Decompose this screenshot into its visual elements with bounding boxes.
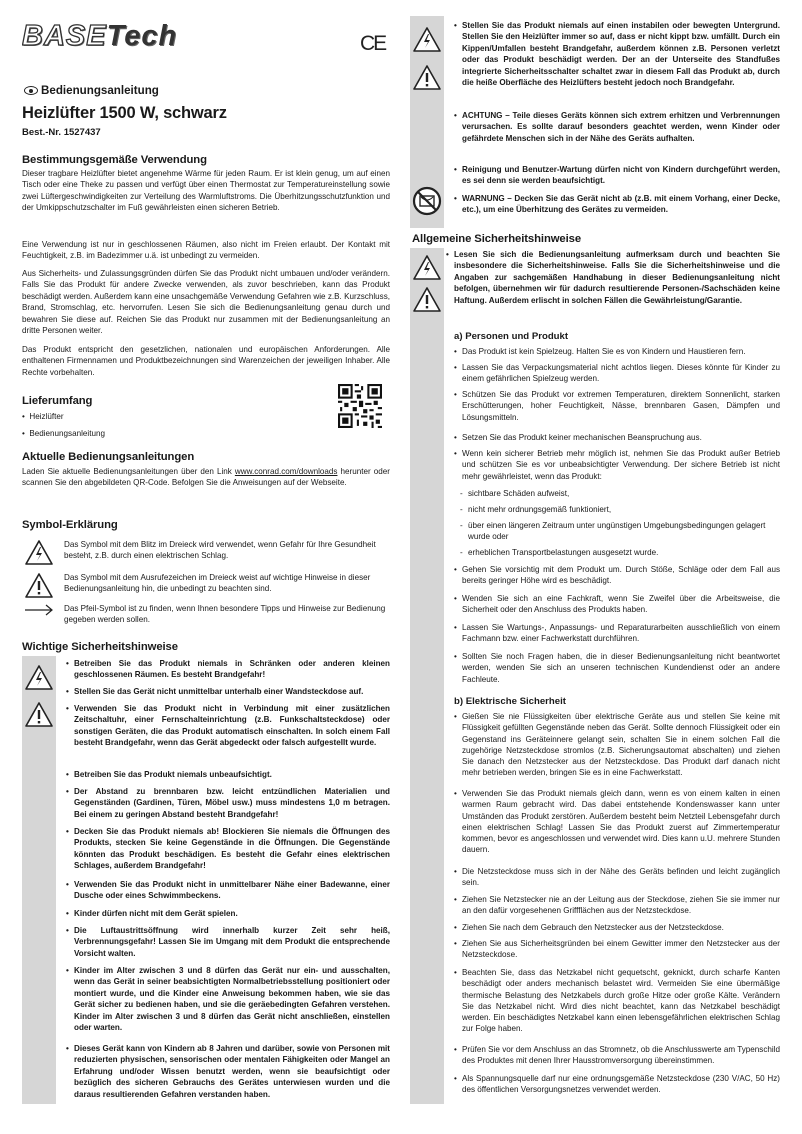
ce-mark: CE [360, 32, 386, 55]
download-link[interactable]: www.conrad.com/downloads [234, 467, 338, 476]
safety-item: • Verwenden Sie das Produkt nicht in Verbindung mit einer zusätzlichen Zeitschaltuhr, einer Fernschalteinrichtung (z.B. Funkschaltsteckdose) oder sonstigen Geräten, die das Produkt automatisch einschalten. In solch einem Fall besteht Brandgefahr, wenn das Gerät abgedeckt oder falsch aufgestellt wurde. [74, 703, 390, 749]
page-title: Heizlüfter 1500 W, schwarz [22, 104, 227, 122]
list-item: • Das Produkt ist kein Spielzeug. Halten Sie es von Kindern und Haustieren fern. [462, 346, 780, 357]
safety-item: • Betreiben Sie das Produkt niemals in Schränken oder anderen kleinen geschlossenen Räumen. Es besteht Brandgefahr! [74, 658, 390, 681]
arrow-icon [24, 604, 54, 616]
paragraph: Laden Sie aktuelle Bedienungsanleitungen über den Link www.conrad.com/downloads herunter oder scannen Sie den abgebildeten QR-Code. Befolgen Sie die Anweisungen auf der Webseite. [22, 467, 390, 488]
left-column [22, 0, 390, 1134]
exclamation-warning-icon [24, 701, 54, 728]
list-item: • Schützen Sie das Produkt vor extremen Temperaturen, direktem Sonnenlicht, starken Erschütterungen, hoher Feuchtigkeit, Nässe, brennbaren Gasen, Dämpfen und Lösungsmitteln. [462, 389, 780, 423]
list-item: • Heizlüfter [22, 412, 64, 421]
symbol-text: Das Symbol mit dem Ausrufezeichen im Dreieck weist auf wichtige Hinweise in dieser Bedienungsanleitung hin, die unbedingt zu beachten sind. [64, 573, 371, 594]
safety-item: • Dieses Gerät kann von Kindern ab 8 Jahren und darüber, sowie von Personen mit reduzierten physischen, sensorischen oder mentalen Fähigkeiten oder Mangel an Erfahrung und/oder Wissen benutzt werden, wenn sie beaufsichtigt oder bezüglich des sicheren Gebrauchs des Gerätes unterwiesen wurden und die daraus resultierenden Gefahren verstanden haben. [74, 1043, 390, 1100]
intro-paragraph: • Lesen Sie sich die Bedienungsanleitung aufmerksam durch und beachten Sie insbesondere die Sicherheitshinweise. Falls Sie die Sicherheitshinweise und die Angaben zur sachgemäßen Handhabung in dieser Bedienungsanleitung nicht befolgen, übernehmen wir für dadurch resultierende Personen-/Sachschäden keine Haftung. Außerdem erlischt in solchen Fällen die Gewährleistung/Garantie. [454, 249, 780, 306]
list-item: • Setzen Sie das Produkt keiner mechanischen Beanspruchung aus. [462, 432, 780, 443]
list-item: • Wenn kein sicherer Betrieb mehr möglich ist, nehmen Sie das Produkt außer Betrieb und schützen Sie es vor unbeabsichtigter Verwendung. Der sichere Betrieb ist nicht mehr gewährleistet, wenn das Produkt: [462, 448, 780, 482]
safety-item: • Verwenden Sie das Produkt nicht in unmittelbarer Nähe einer Badewanne, einer Dusche oder eines Schwimmbeckens. [74, 879, 390, 902]
list-item: • Prüfen Sie vor dem Anschluss an das Stromnetz, ob die Anschlusswerte am Typenschild des Produktes mit denen Ihrer Hausstromversorgung übereinstimmen. [462, 1044, 780, 1067]
list-item: • Ziehen Sie Netzstecker nie an der Leitung aus der Steckdose, ziehen Sie sie immer nur an den dafür vorgesehenen Griffflächen aus der Netzsteckdose. [462, 894, 780, 917]
safety-item: • Kinder im Alter zwischen 3 und 8 dürfen das Gerät nur ein- und ausschalten, wenn das Gerät in seiner beabsichtigten Normalbetriebsstellung positioniert oder montiert wurde, und die Kinder eine Anweisung bekommen haben, wie sie das Gerät sicher zu bedienen haben, und sie die geräebedingten Gefahren verstehen. Kinder im Alter zwischen 3 und 8 dürfen das Gerät nicht anschließen, einstellen oder warten. [74, 965, 390, 1033]
exclamation-warning-icon [24, 572, 54, 599]
list-item: • Beachten Sie, dass das Netzkabel nicht gequetscht, geknickt, durch scharfe Kanten beschädigt oder anders mechanisch belastet wird. Vermeiden Sie eine übermäßige thermische Belastung des Netzkabels durch große Hitze oder große Kälte. Verändern Sie das Netzkabel nicht. Wird dies nicht beachtet, kann das Netzkabel beschädigt werden. Ein beschädigtes Netzkabel kann einen lebensgefährlichen elektrischen Schlag zur Folge haben. [462, 967, 780, 1035]
paragraph: Eine Verwendung ist nur in geschlossenen Räumen, also nicht im Freien erlaubt. Der Kontakt mit Feuchtigkeit, z.B. im Badezimmer u.ä. ist unbedingt zu vermeiden. [22, 240, 390, 261]
safety-item: • Der Abstand zu brennbaren bzw. leicht entzündlichen Materialien und Gegenständen (Gardinen, Türen, Möbel usw.) muss mindestens 1,0 m betragen. Bei einem zu geringen Abstand besteht Brandgefahr! [74, 786, 390, 820]
section-heading-scope: Lieferumfang [22, 395, 93, 407]
subsection-heading-persons: a) Personen und Produkt [454, 331, 569, 342]
list-item: • Gießen Sie nie Flüssigkeiten über elektrische Geräte aus und stellen Sie keine mit Flüssigkeit gefüllten Gegenstände neben das Gerät. Sollte dennoch Flüssigkeit oder ein Gegenstand ins Geräteinnere gelangt sein, schalten Sie in einem solchen Fall die zugehörige Netzsteckdose stromlos (z.B. Sicherungsautomat abschalten) und ziehen Sie danach den Netzstecker aus der Netzsteckdose. Das Produkt darf danach nicht mehr betrieben werden, bringen Sie es in eine Fachwerkstatt. [462, 711, 780, 779]
section-heading-updates: Aktuelle Bedienungsanleitungen [22, 451, 195, 463]
brand-logo: BASETech [22, 20, 178, 52]
list-item: • Gehen Sie vorsichtig mit dem Produkt um. Durch Stöße, Schläge oder dem Fall aus bereits geringer Höhe wird es beschädigt. [462, 564, 780, 587]
warning-sidebar [410, 248, 444, 1104]
subsection-heading-electrical: b) Elektrische Sicherheit [454, 696, 566, 707]
section-heading-important: Wichtige Sicherheitshinweise [22, 641, 178, 653]
list-item: • Lassen Sie das Verpackungsmaterial nicht achtlos liegen. Dieses könnte für Kinder zu einem gefährlichen Spielzeug werden. [462, 362, 780, 385]
exclamation-warning-icon [412, 64, 442, 91]
safety-item: • WARNUNG – Decken Sie das Gerät nicht ab (z.B. mit einem Vorhang, einer Decke, etc.), um eine Überhitzung des Gerätes zu vermeiden. [462, 193, 780, 216]
section-heading-symbols: Symbol-Erklärung [22, 519, 118, 531]
do-not-cover-icon [412, 186, 442, 216]
paragraph: Dieser tragbare Heizlüfter bietet angenehme Wärme für jeden Raum. Er ist klein genug, um auf einen Tisch oder eine Theke zu passen und verfügt über einen Thermostat zur Temperatureinstellung sowie zwei Lüftergeschwindigkeiten zur Verteilung des Warmluftstroms. Die Überhitzungsschutzfunktion und der Umkippschutzschalter im Fuß gewährleisten einen sicheren Betrieb. [22, 169, 390, 213]
safety-item: • Decken Sie das Produkt niemals ab! Blockieren Sie niemals die Öffnungen des Produkts, stecken Sie keine Gegenstände in die Öffnungen. Die Gegenstände könnten das Produkt beschädigen. Es besteht die Gefahr eines elektrischen Schlages, außerdem Brandgefahr! [74, 826, 390, 872]
sub-list-item: - nicht mehr ordnungsgemäß funktioniert, [468, 504, 780, 515]
lightning-warning-icon [412, 26, 442, 53]
sub-list-item: - erheblichen Transportbelastungen ausgesetzt wurde. [468, 547, 780, 558]
paragraph: Aus Sicherheits- und Zulassungsgründen dürfen Sie das Produkt nicht umbauen und/oder verändern. Falls Sie das Produkt für andere Zwecke verwenden, als zuvor beschrieben, kann das Produkt beschädigt werden. Außerdem kann eine unsachgemäße Verwendung Gefahren wie z.B. Kurzschluss, Brand, Stromschlag, etc. hervorrufen. Lesen Sie sich die Bedienungsanleitung genau durch und bewahren Sie diese auf. Reichen Sie das Produkt nur zusammen mit der Bedienungsanleitung an dritte Personen weiter. [22, 269, 390, 336]
list-item: • Als Spannungsquelle darf nur eine ordnungsgemäße Netzsteckdose (230 V/AC, 50 Hz) des öffentlichen Versorgungsnetzes verwendet werden. [462, 1073, 780, 1096]
safety-item: • Stellen Sie das Produkt niemals auf einen instabilen oder bewegten Untergrund. Stellen Sie den Heizlüfter immer so auf, dass er nicht kippt bzw. umfällt. Durch ein Kippen/Umfallen besteht Brandgefahr, außerdem können z.B. Personen verletzt oder das Produkt beschädigt werden. Der an der Unterseite des Standfußes integrierte Sicherheitsschalter schaltet zwar in diesem Fall das Produkt ab, durch die heiße Oberfläche des Heizlüfters besteht jedoch noch Brandgefahr. [462, 20, 780, 88]
manual-label: Bedienungsanleitung [24, 84, 159, 97]
list-item: • Lassen Sie Wartungs-, Anpassungs- und Reparaturarbeiten ausschließlich von einem Fachmann bzw. einer Fachwerkstatt durchführen. [462, 622, 780, 645]
section-heading-use: Bestimmungsgemäße Verwendung [22, 154, 207, 166]
safety-item: • Reinigung und Benutzer-Wartung dürfen nicht von Kindern durchgeführt werden, es sei denn sie werden beaufsichtigt. [462, 164, 780, 187]
list-item: • Bedienungsanleitung [22, 429, 105, 438]
exclamation-warning-icon [412, 286, 442, 313]
order-number: Best.-Nr. 1527437 [22, 127, 101, 138]
symbol-text: Das Pfeil-Symbol ist zu finden, wenn Ihnen besondere Tipps und Hinweise zur Bedienung gegeben werden sollen. [64, 604, 386, 625]
list-item: • Die Netzsteckdose muss sich in der Nähe des Geräts befinden und leicht zugänglich sein. [462, 866, 780, 889]
safety-item: • ACHTUNG – Teile dieses Geräts können sich extrem erhitzen und Verbrennungen verursachen. Es sollte darauf besonders geachtet werden, wenn Kinder oder gefährdete Menschen sich in der Nähe des Geräts aufhalten. [462, 110, 780, 144]
safety-item: • Die Luftaustrittsöffnung wird innerhalb kurzer Zeit sehr heiß, Verbrennungsgefahr! Lassen Sie im Umgang mit dem Produkt die entsprechende Vorsicht walten. [74, 925, 390, 959]
lightning-warning-icon [24, 539, 54, 566]
list-item: • Sollten Sie noch Fragen haben, die in dieser Bedienungsanleitung nicht beantwortet werden, wenden Sie sich an unseren technischen Kundendienst oder an andere Fachleute. [462, 651, 780, 685]
list-item: • Wenden Sie sich an eine Fachkraft, wenn Sie Zweifel über die Arbeitsweise, die Sicherheit oder den Anschluss des Produkts haben. [462, 593, 780, 616]
list-item: • Ziehen Sie aus Sicherheitsgründen bei einem Gewitter immer den Netzstecker aus der Netzsteckdose. [462, 938, 780, 961]
safety-item: • Betreiben Sie das Produkt niemals unbeaufsichtigt. [74, 769, 390, 780]
eye-icon [24, 86, 38, 95]
paragraph: Das Produkt entspricht den gesetzlichen, nationalen und europäischen Anforderungen. Alle enthaltenen Firmennamen und Produktbezeichnungen sind Warenzeichen der jeweiligen Inhaber. Alle Rechte vorbehalten. [22, 345, 390, 377]
lightning-warning-icon [412, 254, 442, 281]
qr-code [338, 384, 382, 428]
safety-item: • Stellen Sie das Gerät nicht unmittelbar unterhalb einer Wandsteckdose auf. [74, 686, 390, 697]
list-item: • Ziehen Sie nach dem Gebrauch den Netzstecker aus der Netzsteckdose. [462, 922, 780, 933]
sub-list-item: - über einen längeren Zeitraum unter ungünstigen Umgebungsbedingungen gelagert wurde oder [468, 520, 780, 543]
right-column [410, 0, 780, 1134]
sub-list-item: - sichtbare Schäden aufweist, [468, 488, 780, 499]
lightning-warning-icon [24, 664, 54, 691]
section-heading-general: Allgemeine Sicherheitshinweise [412, 233, 582, 245]
list-item: • Verwenden Sie das Produkt niemals gleich dann, wenn es von einem kalten in einen warmen Raum gebracht wird. Das dabei entstehende Kondenswasser kann unter Umständen das Produkt zerstören. Außerdem besteht beim Netzteil Lebensgefahr durch einen elektrischen Schlag! Lassen Sie das Produkt zuerst auf Zimmertemperatur kommen, bevor es angeschlossen und verwendet wird. Dies kann u.U. mehrere Stunden dauern. [462, 788, 780, 856]
symbol-text: Das Symbol mit dem Blitz im Dreieck wird verwendet, wenn Gefahr für Ihre Gesundheit besteht, z.B. durch einen elektrischen Schlag. [64, 540, 376, 561]
safety-item: • Kinder dürfen nicht mit dem Gerät spielen. [74, 908, 390, 919]
